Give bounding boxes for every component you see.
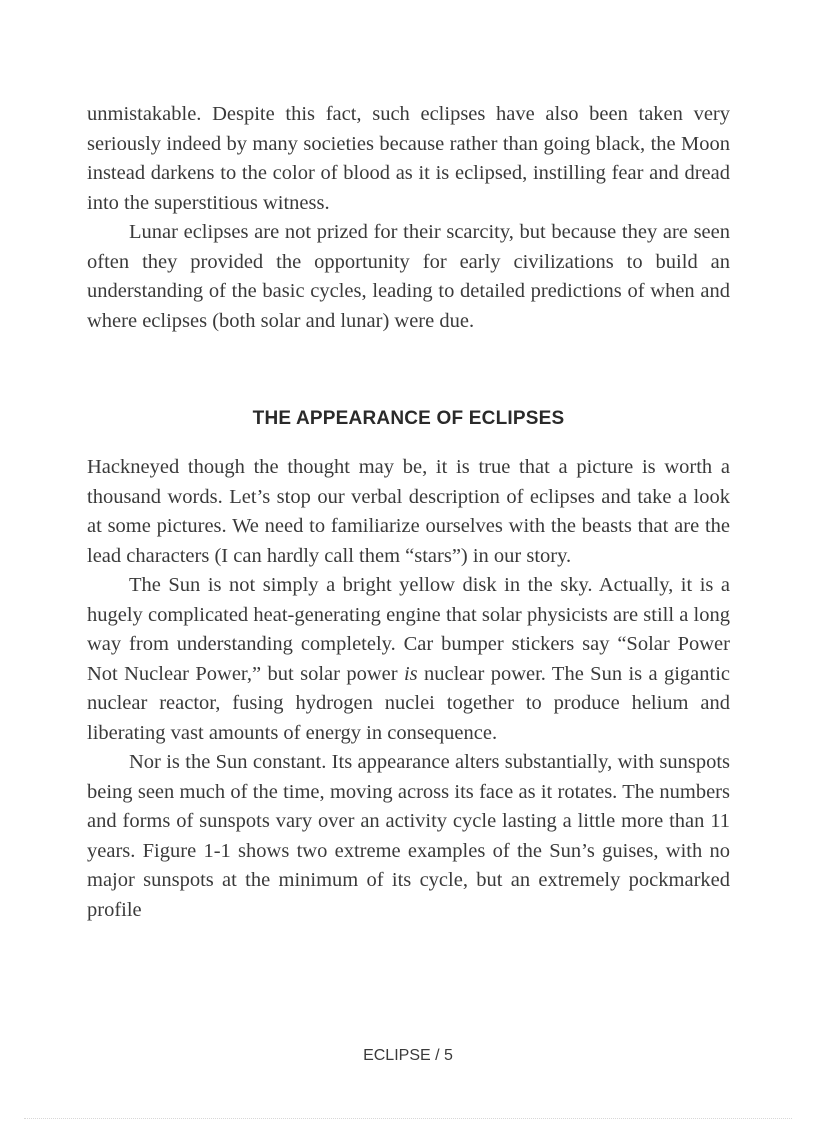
body-text-section-1 xyxy=(87,100,730,336)
paragraph-text: The Sun is not simply a bright yellow disk in the sky. Actually, it is a hugely complicated heat-generating engine that solar physicists are still a long way from understanding completely. Car bumper stickers say “Solar Power Not Nuclear Power,” but solar power xyxy=(87,574,730,685)
running-title-page-number: ECLIPSE / 5 xyxy=(363,1047,453,1064)
paragraph xyxy=(87,453,730,571)
paragraph xyxy=(87,571,730,748)
paragraph xyxy=(87,748,730,925)
paragraph-text: Hackneyed though the thought may be, it is true that a picture is worth a thousand words. Let’s stop our verbal description of eclipses and take a look at some pictures. We need to familiarize ourselves with the beasts that are the lead characters (I can hardly call them “stars”) in our story. xyxy=(87,456,730,567)
paragraph-text: Lunar eclipses are not prized for their scarcity, but because they are seen often they provided the opportunity for early civilizations to build an understanding of the basic cycles, leading to detailed predictions of when and where eclipses (both solar and lunar) were due. xyxy=(87,221,730,332)
paragraph-text: nuclear power. The Sun is a gigantic nuclear reactor, fusing hydrogen nuclei together to produce helium and liberating vast amounts of energy in consequence. xyxy=(87,662,730,744)
paragraph-text: Nor is the Sun constant. Its appearance alters substantially, with sunspots being seen much of the time, moving across its face as it rotates. The numbers and forms of sunspots vary over an activity cycle lasting a little more than 11 years. Figure 1-1 shows two extreme examples of the Sun’s guises, with no major sunspots at the minimum of its cycle, but an extremely pockmarked profile xyxy=(87,751,730,921)
section-heading: THE APPEARANCE OF ECLIPSES xyxy=(252,408,565,429)
paragraph xyxy=(87,218,730,336)
body-text-section-2 xyxy=(87,453,730,925)
page-footer xyxy=(0,1047,816,1065)
page-edge-divider xyxy=(24,1118,792,1119)
paragraph-text: unmistakable. Despite this fact, such eclipses have also been taken very seriously indeed by many societies because rather than going black, the Moon instead darkens to the color of blood as it is eclipsed, instilling fear and dread into the superstitious witness. xyxy=(87,103,730,214)
paragraph xyxy=(87,100,730,218)
emphasis-text: is xyxy=(403,662,418,685)
